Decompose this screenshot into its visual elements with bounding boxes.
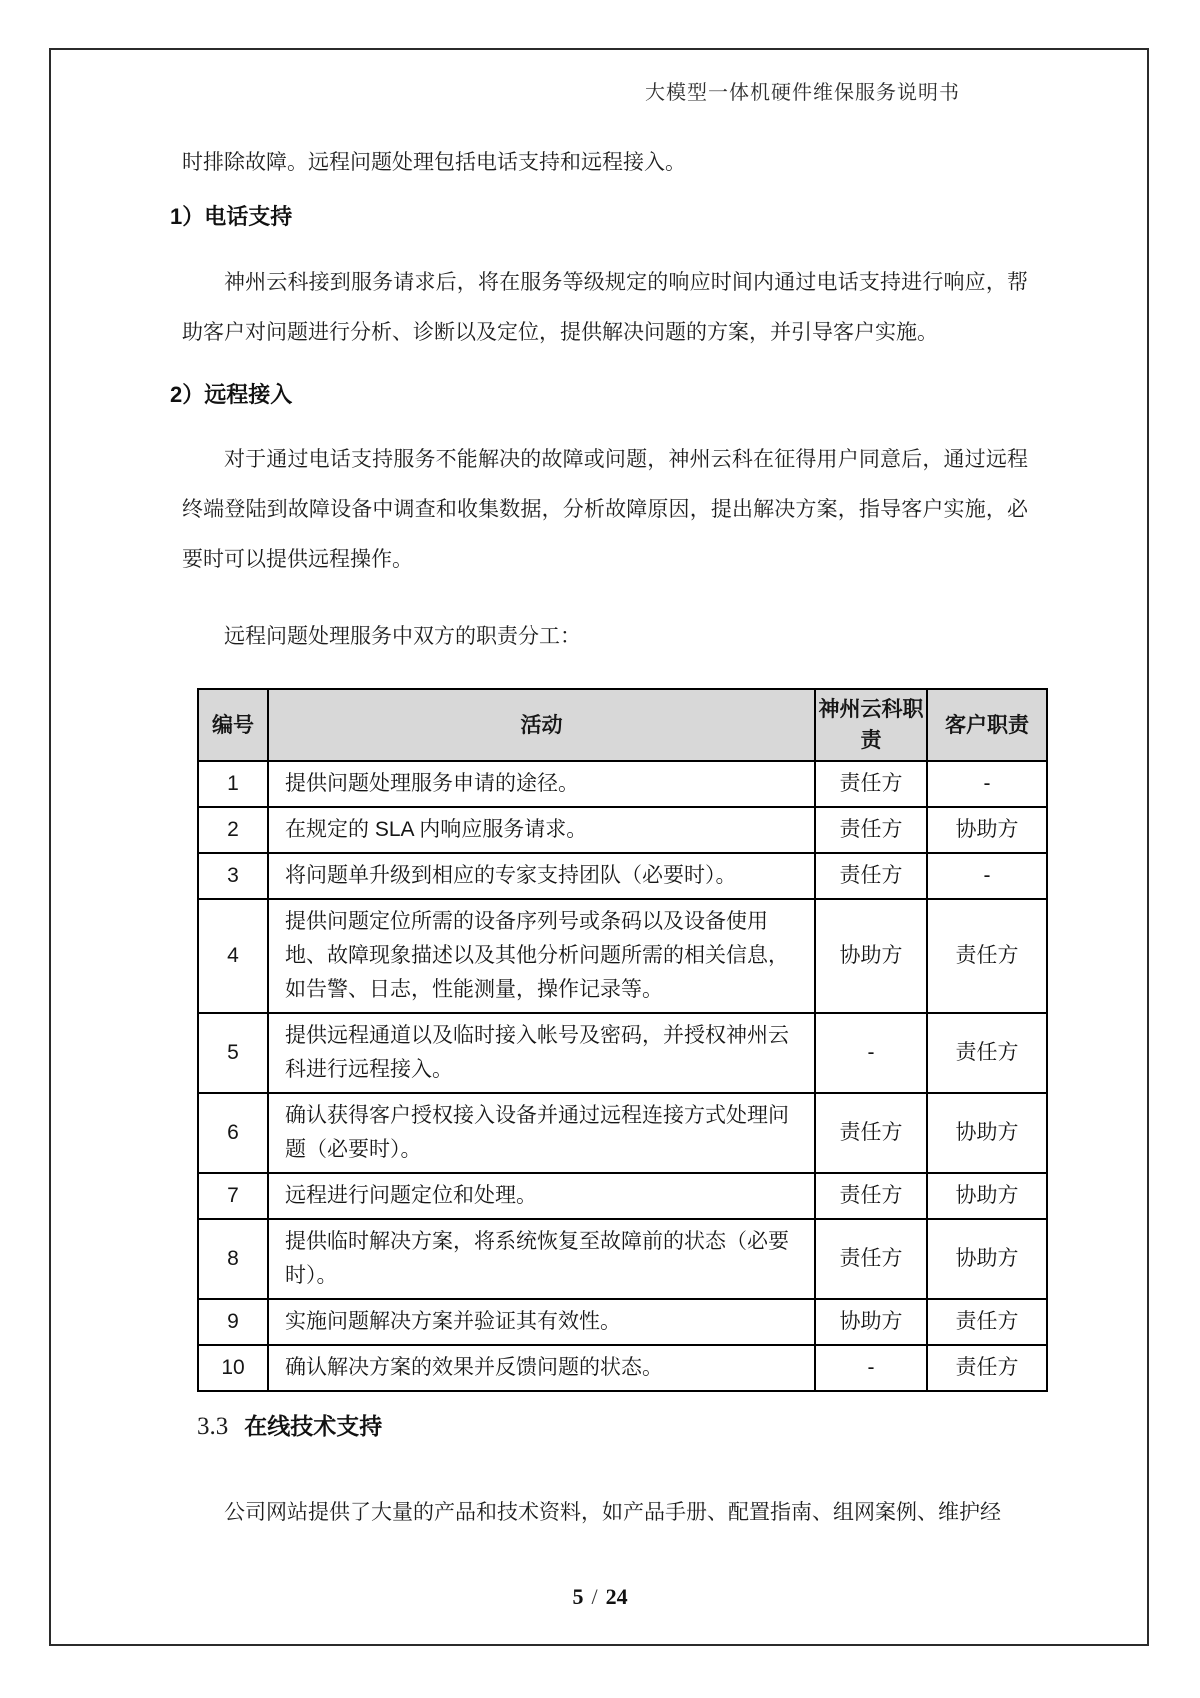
table-cell: 责任方 (927, 1299, 1047, 1345)
current-page-number: 5 (572, 1584, 584, 1609)
table-cell: 远程进行问题定位和处理。 (268, 1173, 815, 1219)
table-cell: 提供临时解决方案，将系统恢复至故障前的状态（必要时）。 (268, 1219, 815, 1299)
document-header (182, 76, 960, 105)
table-cell: 3 (198, 853, 268, 899)
table-cell: 确认解决方案的效果并反馈问题的状态。 (268, 1345, 815, 1391)
table-row (198, 853, 1047, 899)
table-cell: - (815, 1345, 927, 1391)
responsibility-table (197, 688, 1048, 1392)
table-row (198, 761, 1047, 807)
table-row (198, 1345, 1047, 1391)
intro-paragraph: 时排除故障。远程问题处理包括电话支持和远程接入。 (182, 151, 686, 174)
table-row (198, 1173, 1047, 1219)
section-title: 在线技术支持 (244, 1413, 383, 1439)
total-page-count: 24 (605, 1584, 628, 1609)
table-header-row (198, 689, 1047, 761)
table-header-customer-duty: 客户职责 (927, 689, 1047, 761)
heading-phone-support: 1）电话支持 (170, 204, 293, 229)
table-cell: 2 (198, 807, 268, 853)
table-cell: 6 (198, 1093, 268, 1173)
table-cell: 1 (198, 761, 268, 807)
table-cell: 4 (198, 899, 268, 1013)
table-cell: 协助方 (815, 899, 927, 1013)
paragraph-phone-support: 神州云科接到服务请求后，将在服务等级规定的响应时间内通过电话支持进行响应，帮助客户对问题进行分析、诊断以及定位，提供解决问题的方案，并引导客户实施。 (182, 271, 1028, 344)
table-cell: 确认获得客户授权接入设备并通过远程连接方式处理问题（必要时）。 (268, 1093, 815, 1173)
table-row (198, 807, 1047, 853)
table-row (198, 899, 1047, 1013)
table-cell: 责任方 (815, 1219, 927, 1299)
table-cell: 7 (198, 1173, 268, 1219)
table-cell: 责任方 (927, 1345, 1047, 1391)
section-3-3-heading (197, 1408, 382, 1441)
header-title: 大模型一体机硬件维保服务说明书 (645, 82, 960, 104)
table-cell: 责任方 (815, 853, 927, 899)
table-cell: 协助方 (927, 807, 1047, 853)
table-cell: 提供远程通道以及临时接入帐号及密码，并授权神州云科进行远程接入。 (268, 1013, 815, 1093)
table-cell: 责任方 (815, 807, 927, 853)
table-cell: 10 (198, 1345, 268, 1391)
table-cell: - (927, 761, 1047, 807)
table-cell: 责任方 (815, 761, 927, 807)
table-cell: - (815, 1013, 927, 1093)
table-cell: 协助方 (815, 1299, 927, 1345)
section-number: 3.3 (197, 1413, 229, 1440)
table-header-number: 编号 (198, 689, 268, 761)
table-row (198, 1013, 1047, 1093)
table-cell: 5 (198, 1013, 268, 1093)
table-cell: 责任方 (815, 1093, 927, 1173)
table-intro-line: 远程问题处理服务中双方的职责分工： (224, 625, 581, 648)
heading-remote-access: 2）远程接入 (170, 382, 293, 407)
table-cell: 9 (198, 1299, 268, 1345)
table-header-vendor-duty: 神州云科职责 (815, 689, 927, 761)
table-cell: 责任方 (927, 899, 1047, 1013)
page-separator: / (591, 1584, 598, 1609)
table-cell: 实施问题解决方案并验证其有效性。 (268, 1299, 815, 1345)
table-cell: 将问题单升级到相应的专家支持团队（必要时）。 (268, 853, 815, 899)
page-footer (0, 1584, 1200, 1610)
table-row (198, 1093, 1047, 1173)
table-row (198, 1299, 1047, 1345)
table-cell: 协助方 (927, 1093, 1047, 1173)
table-cell: 8 (198, 1219, 268, 1299)
table-cell: 责任方 (927, 1013, 1047, 1093)
table-cell: 提供问题处理服务申请的途径。 (268, 761, 815, 807)
closing-paragraph: 公司网站提供了大量的产品和技术资料，如产品手册、配置指南、组网案例、维护经 (224, 1501, 1001, 1524)
table-cell: 在规定的 SLA 内响应服务请求。 (268, 807, 815, 853)
responsibility-table-body (198, 761, 1047, 1391)
table-cell: 提供问题定位所需的设备序列号或条码以及设备使用地、故障现象描述以及其他分析问题所需的相关信息，如告警、日志，性能测量，操作记录等。 (268, 899, 815, 1013)
table-cell: 协助方 (927, 1173, 1047, 1219)
table-header-activity: 活动 (268, 689, 815, 761)
responsibility-table-head (198, 689, 1047, 761)
paragraph-remote-access: 对于通过电话支持服务不能解决的故障或问题，神州云科在征得用户同意后，通过远程终端登陆到故障设备中调查和收集数据，分析故障原因，提出解决方案，指导客户实施，必要时可以提供远程操作。 (182, 448, 1028, 571)
table-cell: - (927, 853, 1047, 899)
table-row (198, 1219, 1047, 1299)
table-cell: 协助方 (927, 1219, 1047, 1299)
table-cell: 责任方 (815, 1173, 927, 1219)
